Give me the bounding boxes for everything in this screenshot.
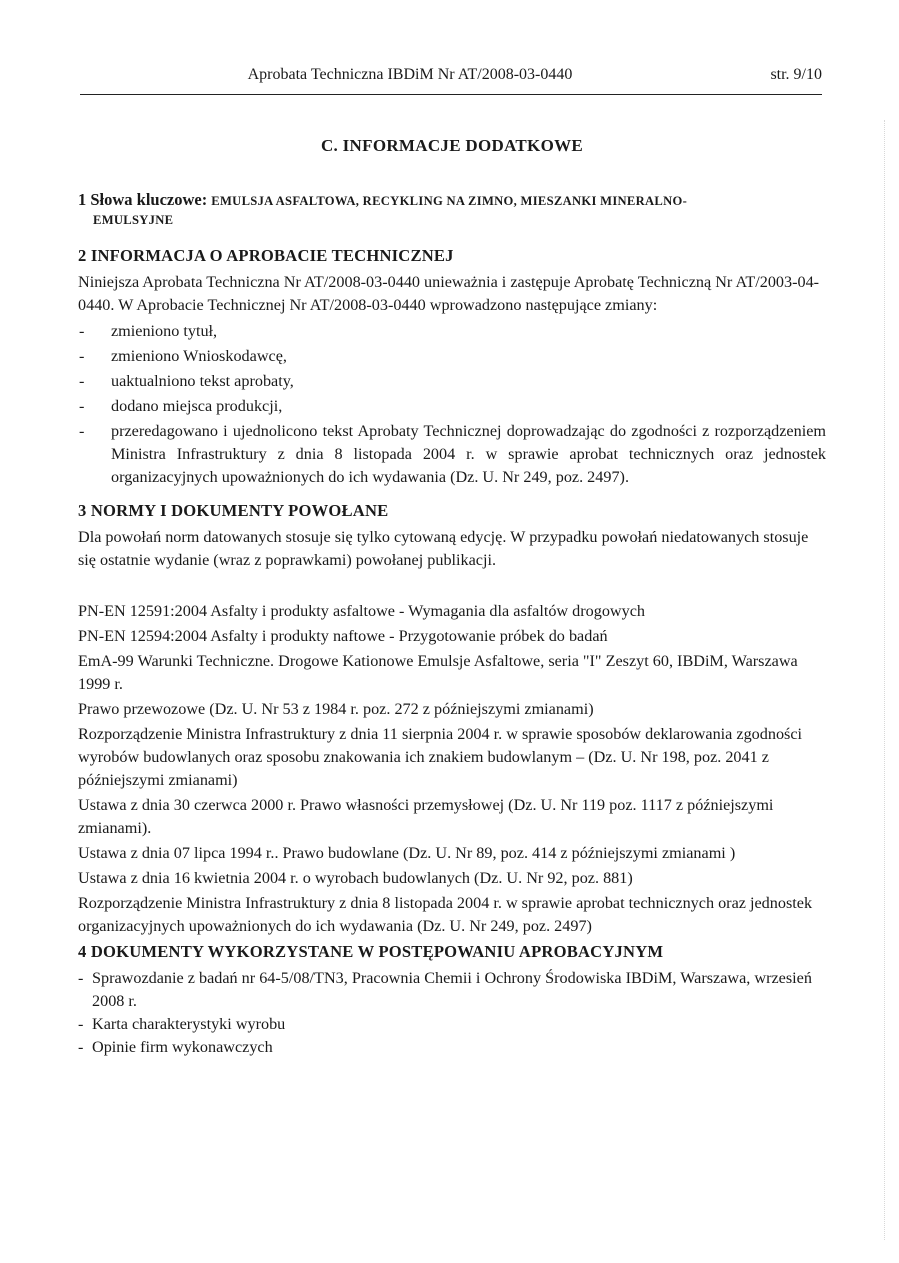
changes-list (78, 320, 826, 489)
section-2-intro: Niniejsza Aprobata Techniczna Nr AT/2008-03-0440 unieważnia i zastępuje Aprobatę Techniczną Nr AT/2003-04-0440. W Aprobacie Technicznej Nr AT/2008-03-0440 wprowadzono następujące zmiany: (78, 273, 820, 314)
page-content (78, 134, 826, 1059)
scan-margin-line (884, 120, 885, 1240)
reference-item: Ustawa z dnia 16 kwietnia 2004 r. o wyrobach budowlanych (Dz. U. Nr 92, poz. 881) (78, 869, 633, 887)
reference-item: PN-EN 12594:2004 Asfalty i produkty naftowe - Przygotowanie próbek do badań (78, 627, 608, 645)
section-4-heading: 4 DOKUMENTY WYKORZYSTANE W POSTĘPOWANIU APROBACYJNYM (78, 942, 664, 961)
list-item: - Sprawozdanie z badań nr 64-5/08/TN3, Pracownia Chemii i Ochrony Środowiska IBDiM, Warszawa, wrzesień 2008 r. (78, 967, 826, 1013)
section-3-heading: 3 NORMY I DOKUMENTY POWOŁANE (78, 501, 389, 520)
reference-item: Rozporządzenie Ministra Infrastruktury z dnia 8 listopada 2004 r. w sprawie aprobat technicznych oraz jednostek organizacyjnych upoważnionych do ich wydawania (Dz. U. Nr 249, poz. 2497) (78, 894, 813, 935)
spacer (78, 572, 826, 600)
list-item: - Opinie firm wykonawczych (78, 1036, 826, 1059)
keywords-block (78, 190, 826, 230)
section-c-heading: C. INFORMACJE DODATKOWE (320, 136, 584, 155)
list-item: - uaktualniono tekst aprobaty, (78, 370, 826, 393)
reference-item: EmA-99 Warunki Techniczne. Drogowe Kationowe Emulsje Asfaltowe, seria "I" Zeszyt 60, IBDiM, Warszawa 1999 r. (78, 652, 798, 693)
reference-item: Ustawa z dnia 30 czerwca 2000 r. Prawo własności przemysłowej (Dz. U. Nr 119 poz. 1117 z późniejszymi zmianami). (78, 796, 774, 837)
reference-item: Rozporządzenie Ministra Infrastruktury z dnia 11 sierpnia 2004 r. w sprawie sposobów deklarowania zgodności wyrobów budowlanych oraz sposobu znakowania ich znakiem budowlanym – (Dz. U. Nr 198, poz. 2041 z późniejszymi zmianami) (78, 725, 803, 789)
keywords-label: 1 Słowa kluczowe: (78, 190, 208, 209)
header-rule (80, 94, 822, 95)
list-item: - przeredagowano i ujednolicono tekst Aprobaty Technicznej doprowadzając do zgodności z rozporządzeniem Ministra Infrastruktury z dnia 8 listopada 2004 r. w sprawie aprobat technicznych oraz jednostek organizacyjnych upoważnionych do ich wydawania (Dz. U. Nr 249, poz. 2497). (78, 420, 826, 489)
header-title: Aprobata Techniczna IBDiM Nr AT/2008-03-0440 (247, 66, 573, 83)
reference-item: Ustawa z dnia 07 lipca 1994 r.. Prawo budowlane (Dz. U. Nr 89, poz. 414 z późniejszymi zmianami ) (78, 844, 736, 862)
reference-item: PN-EN 12591:2004 Asfalty i produkty asfaltowe - Wymagania dla asfaltów drogowych (78, 602, 645, 620)
list-item: - zmieniono Wnioskodawcę, (78, 345, 826, 368)
list-item: - Karta charakterystyki wyrobu (78, 1013, 826, 1036)
list-item: - dodano miejsca produkcji, (78, 395, 826, 418)
keywords-line-1: EMULSJA ASFALTOWA, RECYKLING NA ZIMNO, MIESZANKI MINERALNO- (211, 194, 688, 208)
keywords-line-2: EMULSYJNE (93, 213, 174, 227)
section-2-heading: 2 INFORMACJA O APROBACIE TECHNICZNEJ (78, 246, 454, 265)
list-item: - zmieniono tytuł, (78, 320, 826, 343)
page-header (80, 66, 822, 86)
documents-list (78, 967, 826, 1059)
reference-item: Prawo przewozowe (Dz. U. Nr 53 z 1984 r. poz. 272 z późniejszymi zmianami) (78, 700, 594, 718)
references-list (78, 600, 826, 938)
page-number: str. 9/10 (770, 66, 822, 83)
section-3-intro: Dla powołań norm datowanych stosuje się tylko cytowaną edycję. W przypadku powołań niedatowanych stosuje się ostatnie wydanie (wraz z poprawkami) powołanej publikacji. (78, 528, 809, 569)
